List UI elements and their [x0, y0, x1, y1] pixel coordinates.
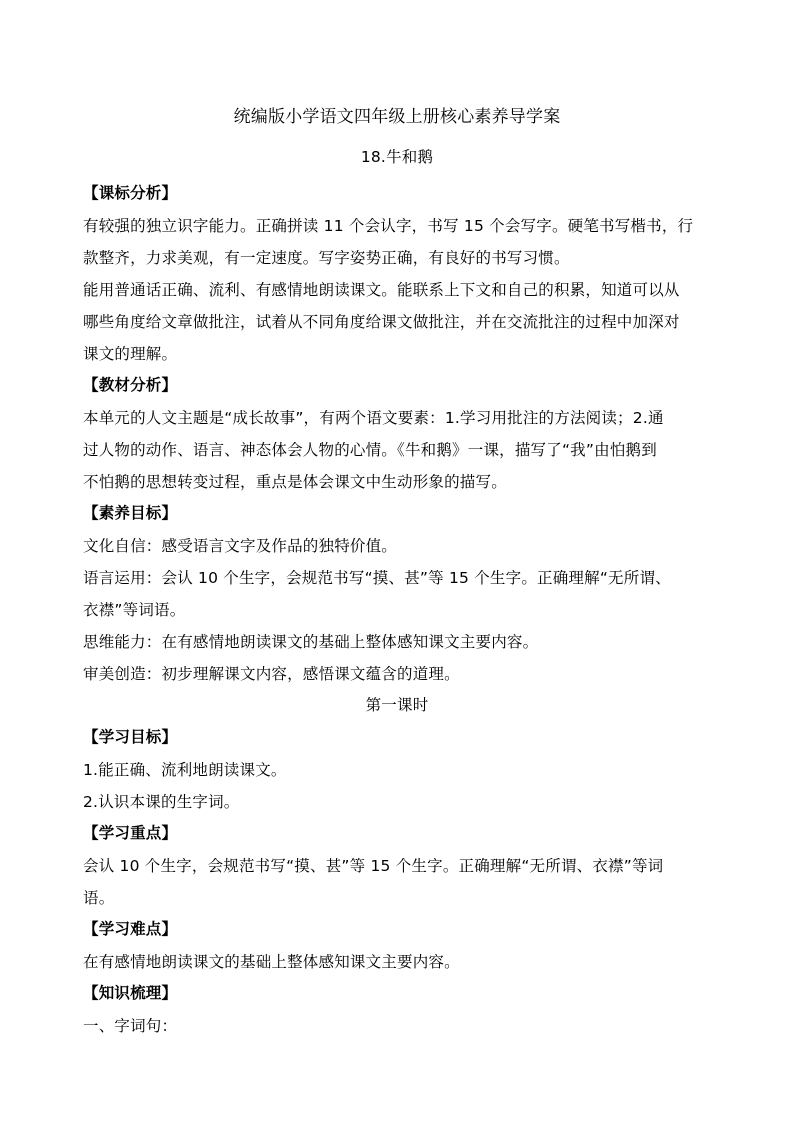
section-heading-curriculum: 【课标分析】 — [83, 184, 178, 202]
section-heading-knowledge: 【知识梳理】 — [83, 984, 178, 1002]
paragraph-line: 衣襟”等词语。 — [83, 601, 186, 619]
document-title: 统编版小学语文四年级上册核心素养导学案 — [233, 107, 561, 127]
paragraph-line: 2.认识本课的生字词。 — [83, 793, 240, 811]
paragraph-line: 文化自信：感受语言文字及作品的独特价值。 — [83, 537, 398, 555]
paragraph-line: 过人物的动作、语言、神态体会人物的心情。《牛和鹅》一课，描写了“我”由怕鹅到 — [83, 441, 657, 459]
section-heading-objectives: 【学习目标】 — [83, 728, 178, 746]
paragraph-line: 语言运用：会认 10 个生字，会规范书写“摸、甚”等 15 个生字。正确理解“无所谓、 — [83, 569, 671, 587]
paragraph-line: 能用普通话正确、流利、有感情地朗读课文。能联系上下文和自己的积累，知道可以从 — [83, 281, 680, 299]
paragraph-line: 在有感情地朗读课文的基础上整体感知课文主要内容。 — [83, 953, 460, 971]
paragraph-line: 课文的理解。 — [83, 345, 178, 363]
paragraph-line: 思维能力：在有感情地朗读课文的基础上整体感知课文主要内容。 — [83, 633, 539, 651]
section-heading-difficulties: 【学习难点】 — [83, 920, 178, 938]
section-heading-competency: 【素养目标】 — [83, 504, 178, 522]
paragraph-line: 本单元的人文主题是“成长故事”，有两个语文要素：1.学习用批注的方法阅读；2.通 — [83, 409, 664, 427]
paragraph-line: 1.能正确、流利地朗读课文。 — [83, 761, 287, 779]
paragraph-line: 款整齐，力求美观，有一定速度。写字姿势正确，有良好的书写习惯。 — [83, 249, 570, 267]
paragraph-line: 不怕鹅的思想转变过程，重点是体会课文中生动形象的描写。 — [83, 473, 507, 491]
paragraph-line: 语。 — [83, 889, 115, 907]
paragraph-line: 一、字词句： — [83, 1017, 178, 1035]
lesson-title: 18.牛和鹅 — [360, 148, 434, 166]
section-heading-textbook: 【教材分析】 — [83, 376, 178, 394]
period-title: 第一课时 — [365, 696, 429, 714]
paragraph-line: 哪些角度给文章做批注，试着从不同角度给课文做批注，并在交流批注的过程中加深对 — [83, 313, 680, 331]
paragraph-line: 有较强的独立识字能力。正确拼读 11 个会认字，书写 15 个会写字。硬笔书写楷书，行 — [83, 217, 694, 235]
paragraph-line: 审美创造：初步理解课文内容，感悟课文蕴含的道理。 — [83, 665, 460, 683]
paragraph-line: 会认 10 个生字，会规范书写“摸、甚”等 15 个生字。正确理解“无所谓、衣襟”等词 — [83, 857, 664, 875]
section-heading-keypoints: 【学习重点】 — [83, 824, 178, 842]
